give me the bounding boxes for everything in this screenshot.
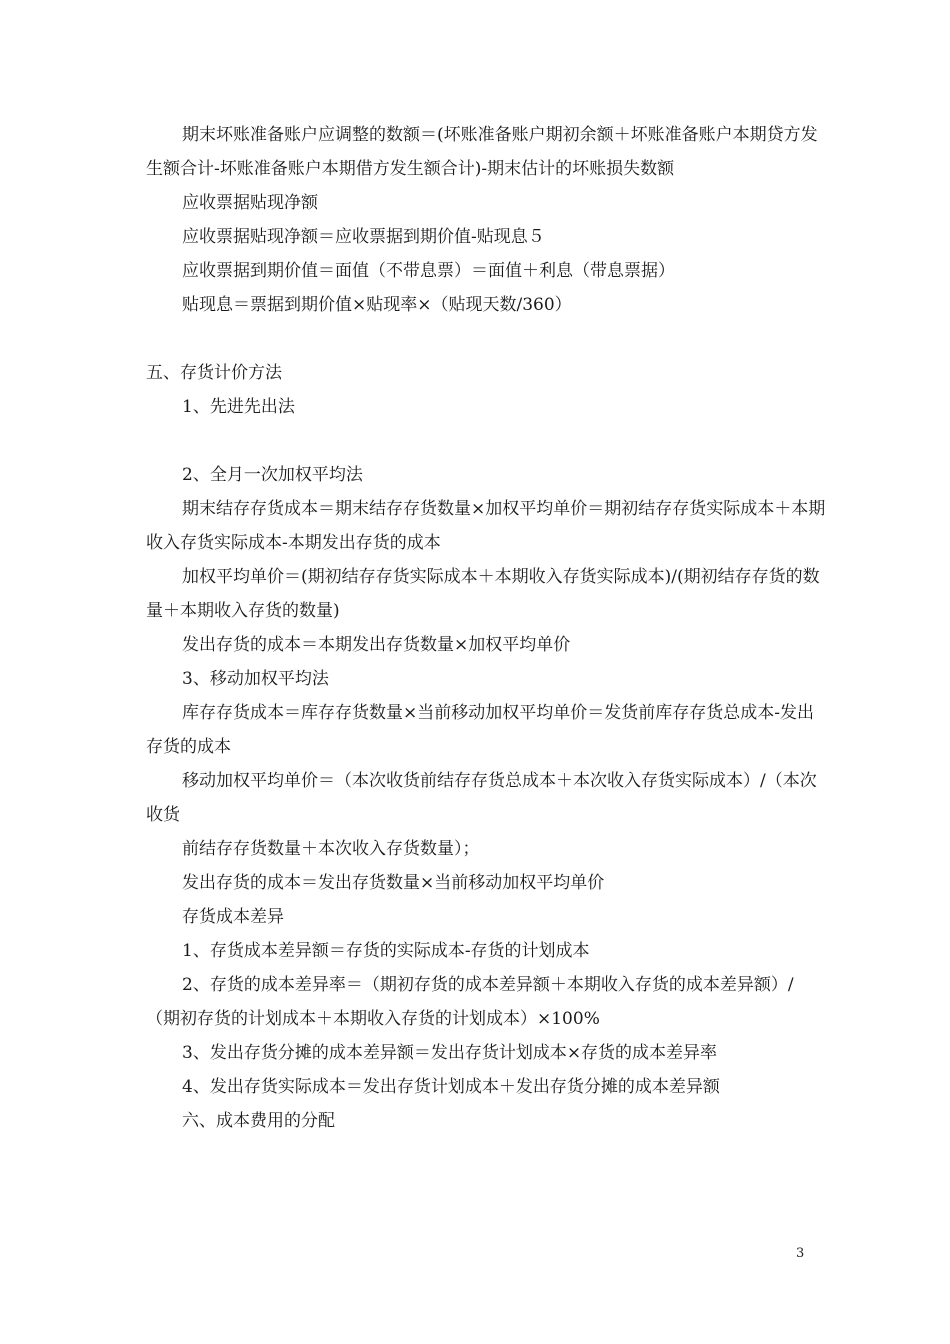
paragraph: 期末坏账准备账户应调整的数额＝(坏账准备账户期初余额＋坏账准备账户本期贷方发生额合计-坏账准备账户本期借方发生额合计)-期末估计的坏账损失数额: [146, 125, 818, 179]
paragraph: 贴现息＝票据到期价值×贴现率×（贴现天数/360）: [182, 295, 572, 315]
paragraph: 移动加权平均单价＝（本次收货前结存存货总成本＋本次收入存货实际成本）/（本次收货: [146, 771, 817, 825]
paragraph: 应收票据贴现净额＝应收票据到期价值-贴现息５: [182, 227, 545, 247]
paragraph: 发出存货的成本＝本期发出存货数量×加权平均单价: [182, 635, 571, 655]
paragraph: 存货成本差异: [182, 907, 284, 927]
paragraph: 3、发出存货分摊的成本差异额＝发出存货计划成本×存货的成本差异率: [182, 1043, 718, 1063]
paragraph: 4、发出存货实际成本＝发出存货计划成本＋发出存货分摊的成本差异额: [182, 1077, 720, 1097]
paragraph: 应收票据贴现净额: [182, 193, 318, 213]
document-body: [146, 118, 826, 1138]
paragraph: 期末结存存货成本＝期末结存存货数量×加权平均单价＝期初结存存货实际成本＋本期收入存货实际成本-本期发出存货的成本: [146, 499, 826, 553]
paragraph: 发出存货的成本＝发出存货数量×当前移动加权平均单价: [182, 873, 605, 893]
paragraph: 前结存存货数量＋本次收入存货数量）；: [182, 839, 480, 859]
paragraph: 2、存货的成本差异率＝（期初存货的成本差异额＋本期收入存货的成本差异额）/（期初存货的计划成本＋本期收入存货的计划成本）×100%: [146, 975, 794, 1029]
paragraph: 库存存货成本＝库存存货数量×当前移动加权平均单价＝发货前库存存货总成本-发出存货的成本: [146, 703, 814, 757]
paragraph: 应收票据到期价值＝面值（不带息票）＝面值＋利息（带息票据）: [182, 261, 675, 281]
paragraph: 2、全月一次加权平均法: [182, 465, 363, 485]
paragraph: 五、存货计价方法: [146, 363, 282, 383]
paragraph: 1、先进先出法: [182, 397, 295, 417]
paragraph-spacer: [146, 424, 826, 458]
paragraph: 六、成本费用的分配: [182, 1111, 335, 1131]
paragraph: 3、移动加权平均法: [182, 669, 329, 689]
page-number: 3: [796, 1246, 805, 1261]
paragraph: 加权平均单价＝(期初结存存货实际成本＋本期收入存货实际成本)/(期初结存存货的数量＋本期收入存货的数量): [146, 567, 820, 621]
paragraph-spacer: [146, 322, 826, 356]
paragraph: 1、存货成本差异额＝存货的实际成本-存货的计划成本: [182, 941, 590, 961]
